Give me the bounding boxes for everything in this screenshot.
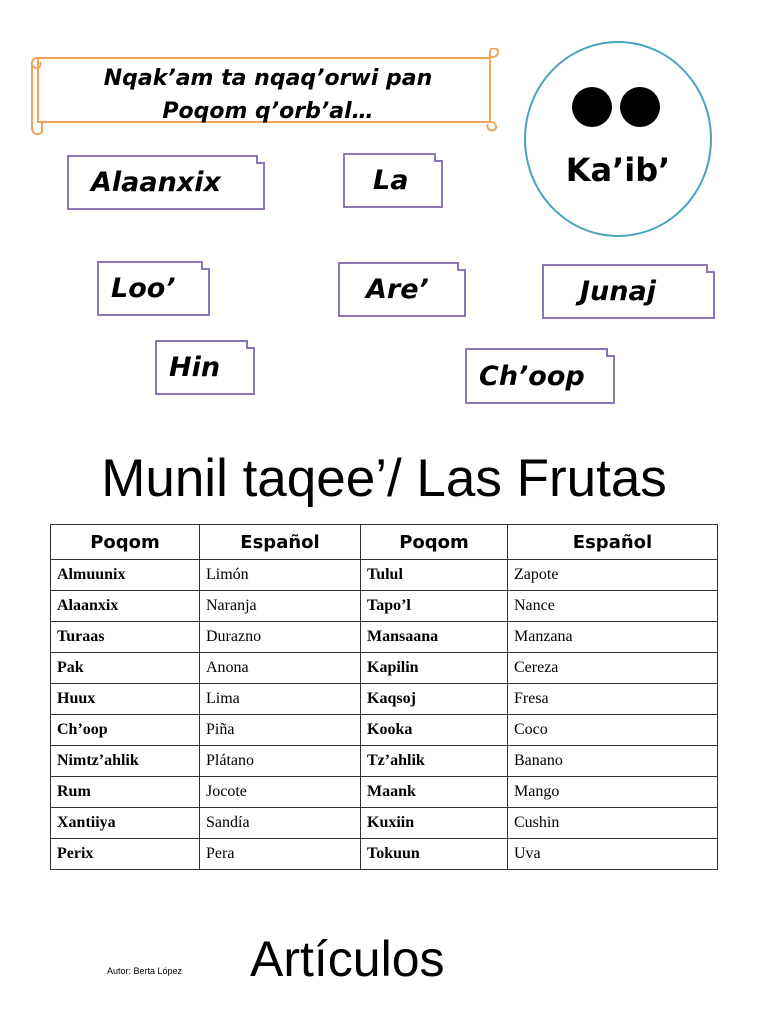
poqom-cell: Ch’oop: [51, 715, 200, 746]
fruit-table: [50, 524, 718, 870]
word-card-alaanxix: [67, 155, 265, 210]
column-header: Español: [508, 525, 718, 560]
word-card-label: Loo’: [111, 273, 176, 304]
word-card-choop: [465, 348, 615, 404]
word-card-are: [338, 262, 466, 317]
column-header: Poqom: [361, 525, 508, 560]
poqom-cell: Rum: [51, 777, 200, 808]
poqom-cell: Tz’ahlik: [361, 746, 508, 777]
espanol-cell: Lima: [200, 684, 361, 715]
word-card-label: Ch’oop: [479, 360, 585, 392]
table-row: [51, 715, 718, 746]
banner-text: [58, 62, 478, 128]
left-eye-icon: [572, 87, 612, 127]
espanol-cell: Banano: [508, 746, 718, 777]
word-card-label: La: [373, 165, 409, 196]
poqom-cell: Almuunix: [51, 560, 200, 591]
espanol-cell: Naranja: [200, 591, 361, 622]
poqom-cell: Tulul: [361, 560, 508, 591]
scroll-banner: [28, 48, 498, 134]
espanol-cell: Limón: [200, 560, 361, 591]
author-credit: Autor: Berta López: [107, 966, 183, 976]
espanol-cell: Zapote: [508, 560, 718, 591]
table-header-row: [51, 525, 718, 560]
poqom-cell: Mansaana: [361, 622, 508, 653]
poqom-cell: Maank: [361, 777, 508, 808]
table-row: [51, 560, 718, 591]
poqom-cell: Kooka: [361, 715, 508, 746]
face-circle: [524, 41, 712, 237]
right-eye-icon: [620, 87, 660, 127]
espanol-cell: Nance: [508, 591, 718, 622]
page-title: Munil taqee’/ Las Frutas: [101, 449, 667, 508]
poqom-cell: Perix: [51, 839, 200, 870]
espanol-cell: Pera: [200, 839, 361, 870]
espanol-cell: Cushin: [508, 808, 718, 839]
poqom-cell: Huux: [51, 684, 200, 715]
table-row: [51, 808, 718, 839]
poqom-cell: Tokuun: [361, 839, 508, 870]
table-row: [51, 839, 718, 870]
espanol-cell: Durazno: [200, 622, 361, 653]
word-card-loo: [97, 261, 210, 316]
poqom-cell: Kuxiin: [361, 808, 508, 839]
poqom-cell: Alaanxix: [51, 591, 200, 622]
word-card-label: Alaanxix: [91, 167, 221, 198]
column-header: Poqom: [51, 525, 200, 560]
table-row: [51, 622, 718, 653]
espanol-cell: Manzana: [508, 622, 718, 653]
poqom-cell: Nimtz’ahlik: [51, 746, 200, 777]
table-row: [51, 653, 718, 684]
poqom-cell: Kaqsoj: [361, 684, 508, 715]
espanol-cell: Piña: [200, 715, 361, 746]
word-card-label: Junaj: [580, 276, 656, 307]
section-heading: Artículos: [250, 931, 445, 987]
espanol-cell: Plátano: [200, 746, 361, 777]
table-row: [51, 684, 718, 715]
espanol-cell: Cereza: [508, 653, 718, 684]
espanol-cell: Mango: [508, 777, 718, 808]
word-card-hin: [155, 340, 255, 395]
espanol-cell: Uva: [508, 839, 718, 870]
espanol-cell: Sandía: [200, 808, 361, 839]
poqom-cell: Kapilin: [361, 653, 508, 684]
table-row: [51, 777, 718, 808]
poqom-cell: Pak: [51, 653, 200, 684]
face-label: Ka’ib’: [565, 151, 671, 189]
table-row: [51, 746, 718, 777]
word-card-junaj: [542, 264, 715, 319]
espanol-cell: Fresa: [508, 684, 718, 715]
table-row: [51, 591, 718, 622]
espanol-cell: Coco: [508, 715, 718, 746]
poqom-cell: Turaas: [51, 622, 200, 653]
word-card-la: [343, 153, 443, 208]
espanol-cell: Jocote: [200, 777, 361, 808]
poqom-cell: Xantiiya: [51, 808, 200, 839]
banner-line-1: Nqak’am ta nqaq’orwi pan: [103, 66, 433, 91]
word-card-label: Hin: [169, 352, 221, 383]
banner-line-2: Poqom q’orb’al…: [162, 99, 374, 124]
poqom-cell: Tapo’l: [361, 591, 508, 622]
column-header: Español: [200, 525, 361, 560]
espanol-cell: Anona: [200, 653, 361, 684]
word-card-label: Are’: [366, 274, 429, 305]
